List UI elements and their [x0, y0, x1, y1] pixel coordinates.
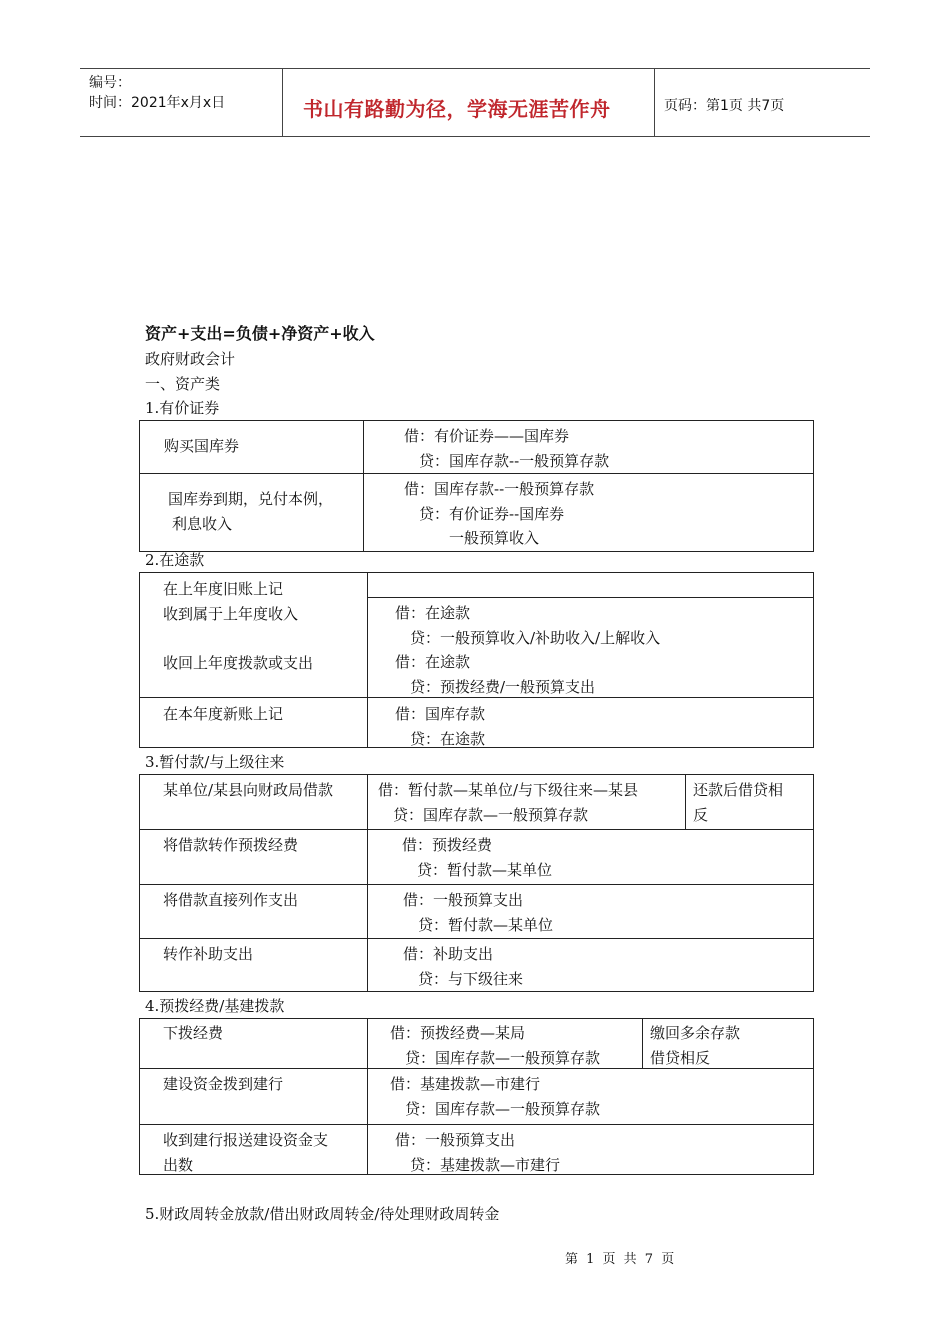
section-title-4: 4.预拨经费/基建拨款: [145, 997, 285, 1015]
entry-line: 贷：暂付款—某单位: [403, 915, 554, 934]
row-label-block: [163, 577, 313, 675]
row-label: 转作补助支出: [163, 945, 254, 963]
table-divider: [139, 829, 814, 830]
entry-line: 借：一般预算支出: [403, 891, 524, 909]
entry-block: [395, 1128, 560, 1177]
header-time: 时间：2021年x月x日: [89, 95, 226, 111]
entry-block: [390, 1072, 600, 1121]
entry-line: 借：预拨经费: [402, 836, 493, 854]
entry-line: 贷：一般预算收入/补助收入/上解收入: [395, 628, 661, 647]
header-top-rule: [80, 68, 870, 69]
note-line: 借贷相反: [650, 1048, 711, 1067]
row-label: 在上年度旧账上记: [163, 580, 284, 598]
entry-line: 贷：国库存款—一般预算存款: [390, 1048, 601, 1067]
entry-line: 贷：暂付款—某单位: [402, 860, 553, 879]
note-line: 反: [693, 805, 709, 824]
table-divider: [642, 1018, 643, 1068]
row-label: 某单位/某县向财政局借款: [163, 781, 334, 799]
entry-line: 借：预拨经费—某局: [390, 1024, 526, 1042]
entry-line: 借：补助支出: [403, 945, 494, 963]
row-label: 在本年度新账上记: [163, 705, 284, 723]
header-motto: 书山有路勤为径，学海无涯苦作舟: [303, 97, 611, 121]
entry-line: 贷：在途款: [395, 729, 486, 748]
entry-line: 借：国库存款--一般预算存款: [404, 480, 595, 498]
row-label-block: [163, 1072, 283, 1097]
row-label: 将借款直接列作支出: [163, 891, 299, 909]
section-heading: 一、资产类: [145, 375, 221, 393]
table-divider: [367, 597, 814, 598]
table-divider: [367, 774, 368, 992]
formula-heading: 资产+支出=负债+净资产+收入: [145, 324, 375, 343]
row-label: 利息收入: [172, 514, 233, 533]
entry-line: 贷：预拨经费/一般预算支出: [395, 677, 596, 696]
row-label: 国库券到期，兑付本例，: [168, 490, 334, 508]
header-divider-1: [282, 68, 283, 136]
row-label-block: [163, 942, 253, 967]
entry-block: [395, 601, 660, 699]
entry-block: [395, 702, 485, 751]
entry-line: 借：一般预算支出: [395, 1131, 516, 1149]
entry-line: 贷：与下级往来: [403, 969, 524, 988]
row-label-block: [163, 833, 298, 858]
entry-line: 借：暂付款—某单位/与下级往来—某县: [378, 781, 639, 799]
row-label: 将借款转作预拨经费: [163, 836, 299, 854]
table-divider: [139, 938, 814, 939]
row-label: 出数: [163, 1155, 194, 1174]
table-divider: [685, 774, 686, 829]
entry-line: 借：国库存款: [395, 705, 486, 723]
entry-line: 一般预算收入: [404, 529, 540, 547]
page-footer: 第 1 页 共 7 页: [565, 1252, 677, 1267]
entry-block: [402, 833, 552, 882]
header-divider-2: [654, 68, 655, 136]
section-title-2: 2.在途款: [145, 551, 205, 569]
row-label: 购买国库券: [164, 437, 240, 455]
entry-block: [403, 888, 553, 937]
row-label: [163, 626, 313, 651]
table-divider: [367, 572, 368, 748]
note-line: 还款后借贷相: [693, 781, 784, 799]
row-label: 下拨经费: [163, 1024, 224, 1042]
doc-subtitle: 政府财政会计: [145, 350, 236, 368]
table-row: [140, 474, 814, 552]
row-label: 收到属于上年度收入: [163, 604, 299, 623]
note-line: 缴回多余存款: [650, 1024, 741, 1042]
row-label-block: [163, 702, 283, 727]
header-page: 页码：第1页 共7页: [664, 98, 785, 114]
entry-line: 借：在途款: [395, 653, 471, 671]
table-securities: [139, 420, 814, 552]
section-title-1: 1.有价证券: [145, 399, 220, 417]
header-bottom-rule: [80, 136, 870, 137]
note-block: [693, 778, 783, 827]
entry-line: 贷：基建拨款—市建行: [395, 1155, 561, 1174]
row-label-block: [163, 888, 298, 913]
entry-line: 贷：国库存款—一般预算存款: [390, 1099, 601, 1118]
entry-line: 借：在途款: [395, 604, 471, 622]
table-divider: [139, 1124, 814, 1125]
entry-line: 贷：国库存款—一般预算存款: [378, 805, 589, 824]
entry-line: 借：基建拨款—市建行: [390, 1075, 541, 1093]
header-number: 编号：: [89, 75, 131, 91]
entry-line: 借：有价证券——国库券: [404, 427, 570, 445]
section-title-5: 5.财政周转金放款/借出财政周转金/待处理财政周转金: [145, 1205, 500, 1223]
row-label-block: [163, 778, 333, 803]
table-row: [140, 421, 814, 474]
row-label: 收到建行报送建设资金支: [163, 1131, 329, 1149]
row-label-block: [163, 1128, 328, 1177]
note-block: [650, 1021, 740, 1070]
row-label-block: [163, 1021, 223, 1046]
entry-block: [378, 778, 638, 827]
entry-block: [390, 1021, 600, 1070]
entry-line: 贷：国库存款--一般预算存款: [404, 451, 610, 470]
entry-block: [403, 942, 523, 991]
row-label: 收回上年度拨款或支出: [163, 653, 314, 672]
row-label: 建设资金拨到建行: [163, 1075, 284, 1093]
table-divider: [139, 884, 814, 885]
table-divider: [367, 1018, 368, 1175]
section-title-3: 3.暂付款/与上级往来: [145, 753, 285, 771]
entry-line: 贷：有价证券--国库券: [404, 504, 565, 523]
